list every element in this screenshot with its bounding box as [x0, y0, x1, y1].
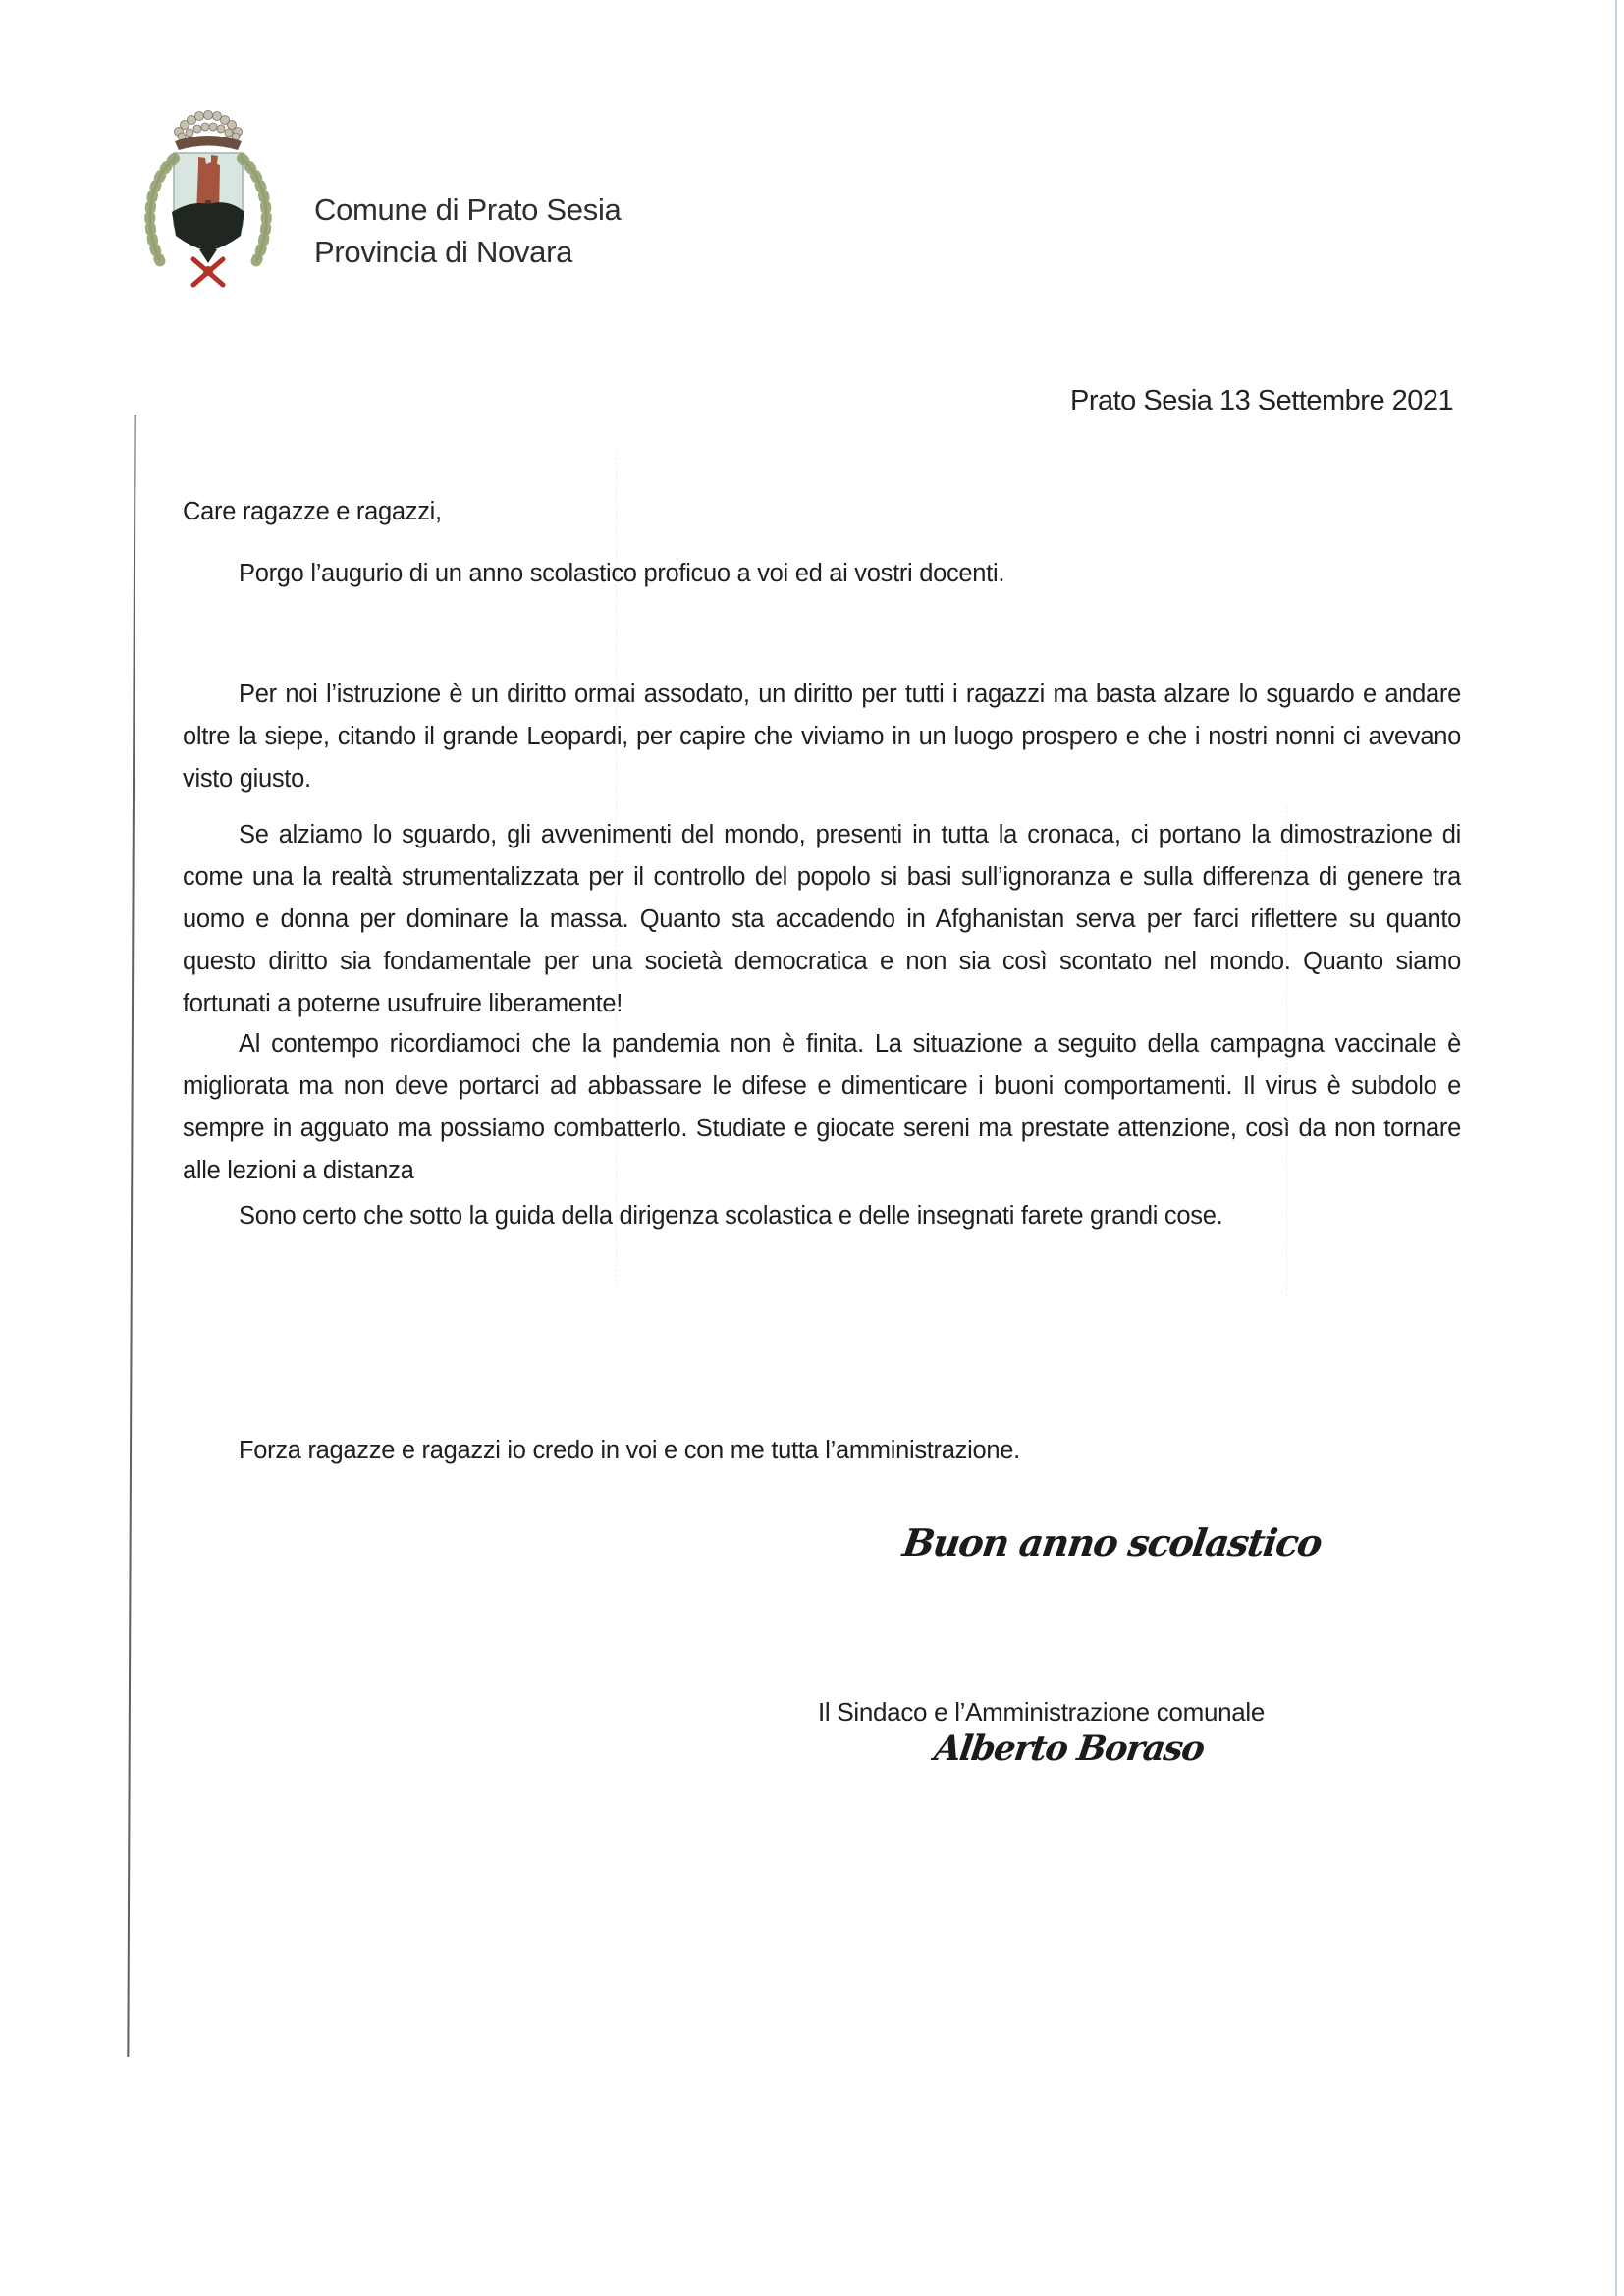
signature-name: Alberto Boraso	[932, 1728, 1207, 1769]
opening-line: Porgo l’augurio di un anno scolastico proficuo a voi ed ai vostri docenti.	[239, 560, 1005, 587]
paragraph-2: Se alziamo lo sguardo, gli avvenimenti del mondo, presenti in tutta la cronaca, ci portano la dimostrazione di come una la realtà strumentalizzata per il controllo del popolo si basi sull’ignoranza e sulla differenza di genere tra uomo e donna per dominare la massa. Quanto sta accadendo in Afghanistan serva per farci riflettere su quanto questo diritto sia fondamentale per una società democratica e non sia così scontato nel mondo. Quanto siamo fortunati a poterne usufruire liberamente!	[183, 821, 1461, 1017]
paragraph-4: Sono certo che sotto la guida della dirigenza scolastica e delle insegnati farete grandi cose.	[239, 1202, 1223, 1230]
org-subtitle: Provincia di Novara	[314, 235, 573, 269]
wish-script-text: Buon anno scolastico	[899, 1520, 1325, 1564]
scan-dust-artifact	[1286, 805, 1288, 1296]
mound	[172, 202, 244, 251]
salutation: Care ragazze e ragazzi,	[183, 498, 442, 525]
closing-line: Forza ragazze e ragazzi io credo in voi e con me tutta l’amministrazione.	[239, 1437, 1020, 1464]
paragraph-1: Per noi l’istruzione è un diritto ormai assodato, un diritto per tutti i ragazzi ma basta alzare lo sguardo e andare oltre la siepe, citando il grande Leopardi, per capire che viviamo in un luogo prospero e che i nostri nonni ci avevano visto giusto.	[183, 681, 1461, 793]
letterhead	[314, 189, 621, 273]
date-line: Prato Sesia 13 Settembre 2021	[1070, 385, 1454, 416]
scan-dust-artifact	[616, 452, 618, 1286]
coat-of-arms	[123, 106, 295, 322]
scan-line-artifact-left	[127, 415, 135, 2057]
mound-tip	[199, 249, 217, 263]
org-name: Comune di Prato Sesia	[314, 192, 622, 227]
paragraph-3: Al contempo ricordiamoci che la pandemia non è finita. La situazione a seguito della campagna vaccinale è migliorata ma non deve portarci ad abbassare le difese e dimenticare i buoni comportamenti. Il virus è subdolo e sempre in agguato ma possiamo combatterlo. Studiate e giocate sereni ma prestate attenzione, così da non tornare alle lezioni a distanza	[183, 1030, 1461, 1184]
scan-line-artifact-right	[1615, 0, 1617, 2296]
signature-title: Il Sindaco e l’Amministrazione comunale	[818, 1697, 1266, 1726]
